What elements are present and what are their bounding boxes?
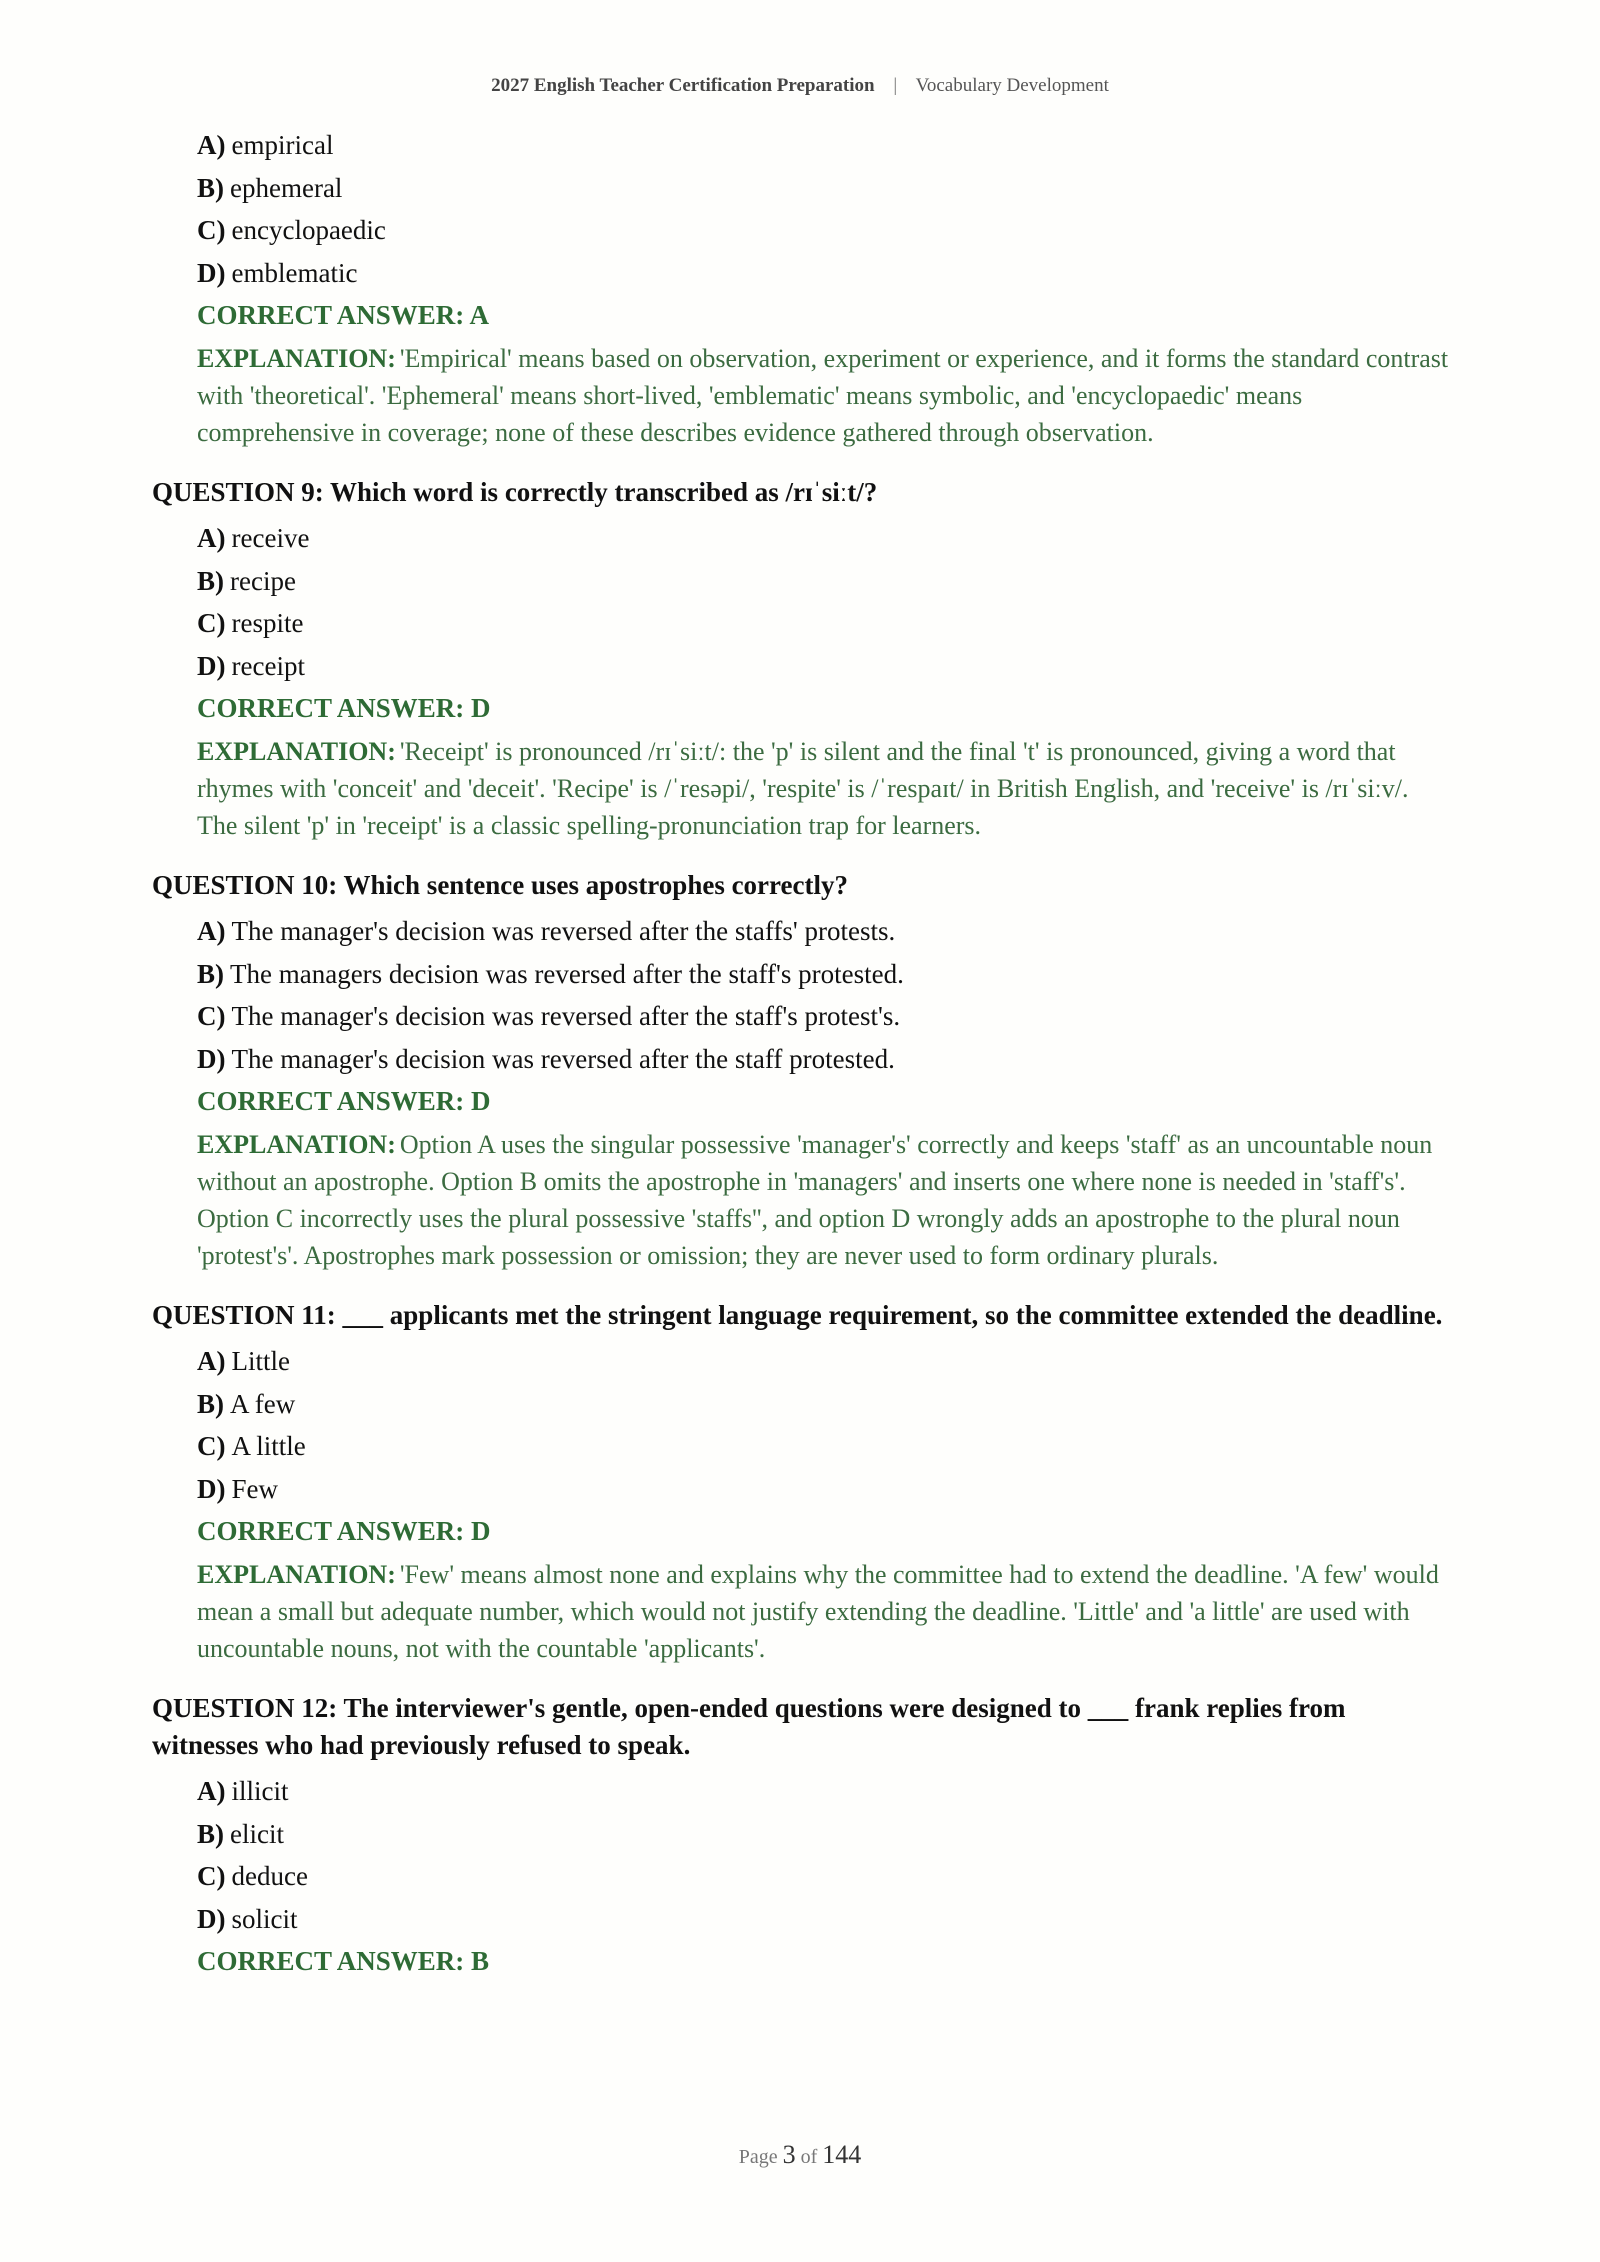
option-text: The managers decision was reversed after the staff's protested.	[230, 958, 904, 989]
correct-answer: CORRECT ANSWER: D	[197, 1086, 491, 1116]
option-letter: A)	[197, 523, 226, 553]
total-pages: 144	[822, 2140, 862, 2169]
question-text: QUESTION 9: Which word is correctly transcribed as /rɪˈsiːt/?	[152, 477, 878, 507]
option-letter: B)	[197, 1818, 224, 1849]
page-label: Page	[738, 2146, 778, 2168]
question-text: QUESTION 11: ___ applicants met the stringent language requirement, so the committee extended the deadline.	[152, 1300, 1443, 1330]
explanation-text: 'Empirical' means based on observation, experiment or experience, and it forms the standard contrast with 'theoretical'. 'Ephemeral' means short-lived, 'emblematic' means symbolic, and 'encyclopaedic' means comprehensive in coverage; none of these describes evidence gathered through observation.	[197, 344, 1449, 447]
option-letter: D)	[197, 1903, 226, 1934]
option-letter: C)	[197, 1001, 226, 1031]
option-letter: C)	[197, 608, 226, 638]
question-10-block	[152, 867, 1452, 1274]
option-b	[197, 1819, 1452, 1849]
option-d	[197, 651, 1452, 681]
option-letter: A)	[197, 130, 226, 160]
question-11-block	[152, 1297, 1452, 1667]
option-text: Little	[231, 1346, 290, 1376]
question-text: QUESTION 10: Which sentence uses apostrophes correctly?	[152, 870, 849, 900]
options-list	[152, 916, 1452, 1074]
option-text: deduce	[231, 1861, 308, 1891]
option-text: elicit	[230, 1818, 284, 1849]
option-a	[197, 916, 1452, 946]
correct-answer: CORRECT ANSWER: D	[197, 693, 491, 723]
option-b	[197, 959, 1452, 989]
option-d	[197, 258, 1452, 288]
option-text: receipt	[231, 650, 305, 681]
option-text: illicit	[231, 1776, 289, 1806]
option-letter: D)	[197, 1473, 226, 1504]
option-b	[197, 173, 1452, 203]
section-name: Vocabulary Development	[915, 75, 1109, 96]
option-text: A few	[230, 1388, 296, 1419]
explanation-label: EXPLANATION:	[197, 1130, 396, 1159]
options-list	[152, 523, 1452, 681]
explanation	[152, 1126, 1452, 1274]
option-text: empirical	[231, 130, 334, 160]
option-a	[197, 523, 1452, 553]
option-letter: D)	[197, 257, 226, 288]
option-text: Few	[231, 1473, 278, 1504]
option-letter: B)	[197, 958, 224, 989]
option-d	[197, 1044, 1452, 1074]
explanation	[152, 1556, 1452, 1667]
option-text: The manager's decision was reversed after the staff protested.	[231, 1043, 895, 1074]
page-content	[152, 130, 1452, 1986]
option-letter: D)	[197, 650, 226, 681]
options-list	[152, 130, 1452, 288]
explanation-label: EXPLANATION:	[197, 1560, 396, 1589]
option-letter: B)	[197, 565, 224, 596]
explanation-label: EXPLANATION:	[197, 737, 396, 766]
options-list	[152, 1346, 1452, 1504]
option-text: emblematic	[231, 257, 358, 288]
option-letter: A)	[197, 916, 226, 946]
page-header	[0, 75, 1600, 97]
page-footer	[0, 2140, 1600, 2170]
option-letter: D)	[197, 1043, 226, 1074]
question-8-block	[152, 130, 1452, 451]
explanation	[152, 340, 1452, 451]
option-letter: A)	[197, 1776, 226, 1806]
option-letter: B)	[197, 1388, 224, 1419]
option-text: recipe	[230, 565, 296, 596]
option-letter: C)	[197, 1861, 226, 1891]
correct-answer: CORRECT ANSWER: B	[197, 1946, 490, 1976]
of-label: of	[800, 2146, 818, 2168]
option-d	[197, 1904, 1452, 1934]
options-list	[152, 1776, 1452, 1934]
document-title: 2027 English Teacher Certification Preparation	[491, 75, 875, 96]
explanation-text: 'Receipt' is pronounced /rɪˈsiːt/: the 'p' is silent and the final 't' is pronounced, giving a word that rhymes with 'conceit' and 'deceit'. 'Recipe' is /ˈresəpi/, 'respite' is /ˈrespaɪt/ in British English, and 'receive' is /rɪˈsiːv/. The silent 'p' in 'receipt' is a classic spelling-pronunciation trap for learners.	[197, 737, 1409, 840]
option-letter: C)	[197, 215, 226, 245]
explanation-label: EXPLANATION:	[197, 344, 396, 373]
correct-answer: CORRECT ANSWER: D	[197, 1516, 491, 1546]
option-c	[197, 1001, 1452, 1031]
option-text: The manager's decision was reversed after the staff's protest's.	[231, 1001, 901, 1031]
option-letter: A)	[197, 1346, 226, 1376]
option-text: respite	[231, 608, 304, 638]
option-text: ephemeral	[230, 172, 343, 203]
option-text: receive	[231, 523, 310, 553]
explanation	[152, 733, 1452, 844]
option-b	[197, 1389, 1452, 1419]
question-9-block	[152, 474, 1452, 844]
header-separator: |	[893, 75, 898, 96]
option-letter: B)	[197, 172, 224, 203]
correct-answer: CORRECT ANSWER: A	[197, 300, 490, 330]
option-letter: C)	[197, 1431, 226, 1461]
option-a	[197, 1346, 1452, 1376]
option-text: A little	[231, 1431, 306, 1461]
explanation-text: Option A uses the singular possessive 'manager's' correctly and keeps 'staff' as an uncountable noun without an apostrophe. Option B omits the apostrophe in 'managers' and inserts one where none is needed in 'staff's'. Option C incorrectly uses the plural possessive 'staffs'', and option D wrongly adds an apostrophe to the plural noun 'protest's'. Apostrophes mark possession or omission; they are never used to form ordinary plurals.	[197, 1130, 1433, 1270]
explanation-text: 'Few' means almost none and explains why the committee had to extend the deadline. 'A few' would mean a small but adequate number, which would not justify extending the deadline. 'Little' and 'a little' are used with uncountable nouns, not with the countable 'applicants'.	[197, 1560, 1439, 1663]
option-b	[197, 566, 1452, 596]
option-c	[197, 1431, 1452, 1461]
question-12-block	[152, 1690, 1452, 1976]
option-text: The manager's decision was reversed after the staffs' protests.	[231, 916, 896, 946]
option-c	[197, 608, 1452, 638]
option-c	[197, 1861, 1452, 1891]
option-text: solicit	[231, 1903, 298, 1934]
option-a	[197, 130, 1452, 160]
option-d	[197, 1474, 1452, 1504]
option-a	[197, 1776, 1452, 1806]
question-text: QUESTION 12: The interviewer's gentle, open-ended questions were designed to ___ frank replies from witnesses who had previously refused to speak.	[152, 1693, 1346, 1760]
page-number: 3	[782, 2140, 796, 2169]
option-c	[197, 215, 1452, 245]
option-text: encyclopaedic	[231, 215, 386, 245]
